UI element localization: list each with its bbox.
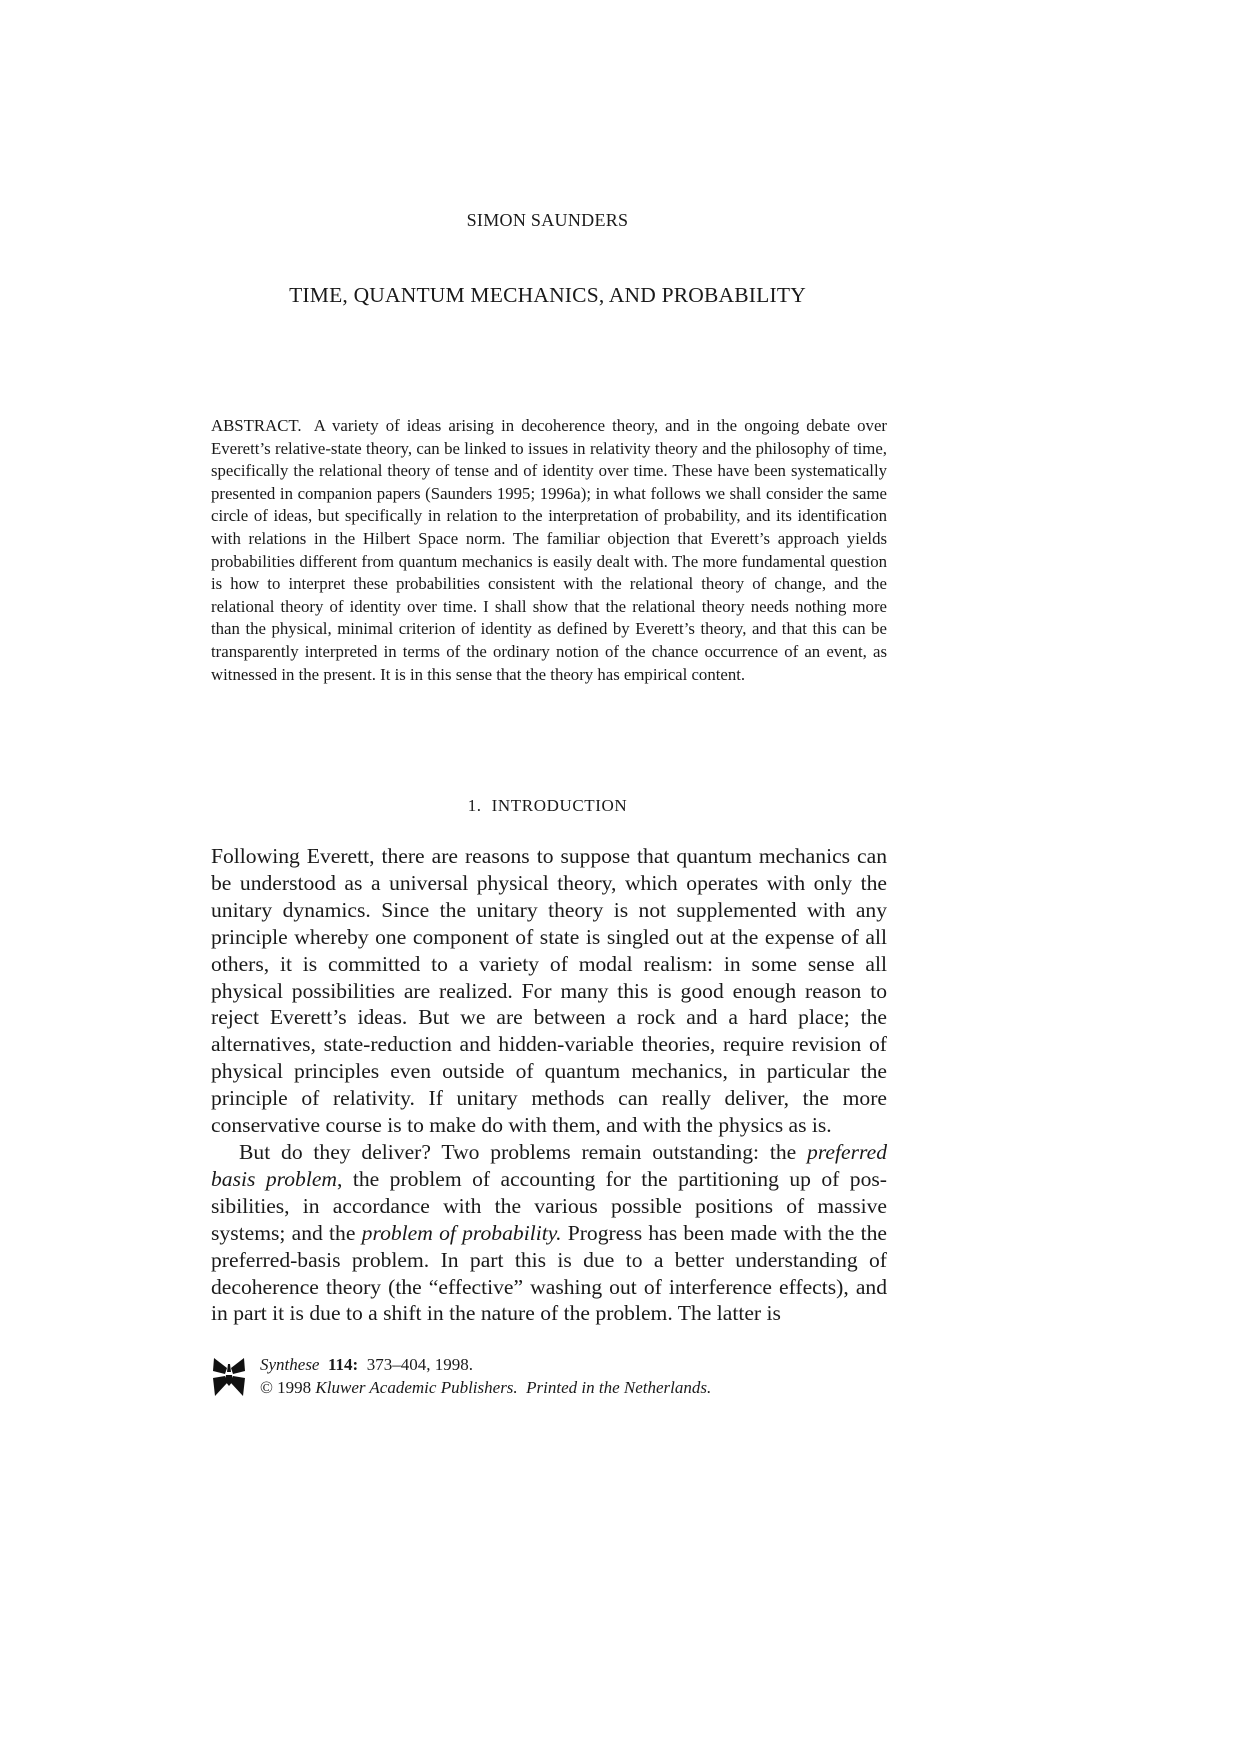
paragraph-2 — [211, 1139, 887, 1327]
author-name: SIMON SAUNDERS — [466, 210, 629, 230]
abstract-text: A variety of ideas arising in decoherence theory, and in the ongoing debate over Everett’s relative-state theory, can be linked to issues in relativity theory and the philosophy of time, specifically the relational theory of tense and of identity over time. These have been systematically presented in companion papers (Saunders 1995; 1996a); in what follows we shall consider the same circle of ideas, but specifically in relation to the interpretation of probability, and its identification with relations in the Hilbert Space norm. The familiar objection that Everett’s approach yields probabilities different from quantum mechanics is easily dealt with. The more fundamental question is how to interpret these probabilities consistent with the relational theory of change, and the relational theory of identity over time. I shall show that the relational theory needs nothing more than the physical, minimal criterion of identity as defined by Everett’s theory, and that this can be transparently interpreted in terms of the ordinary notion of the chance occurrence of an event, as witnessed in the present. It is in this sense that the theory has empirical content. — [211, 416, 887, 684]
abstract — [211, 415, 887, 686]
publisher-logo-icon — [211, 1356, 247, 1398]
paragraph-2-text-a: But do they deliver? Two problems remain outstanding: the — [239, 1139, 808, 1164]
journal-name: Synthese — [260, 1355, 320, 1374]
journal-pages: 373–404, 1998. — [366, 1355, 473, 1374]
copyright-line — [260, 1377, 711, 1400]
section-title: INTRODUCTION — [491, 796, 628, 815]
journal-line — [260, 1354, 711, 1377]
body-text — [211, 843, 887, 1327]
paper-title: TIME, QUANTUM MECHANICS, AND PROBABILITY — [289, 283, 806, 307]
printed-location: Printed in the Netherlands. — [526, 1377, 712, 1397]
emphasis-preferred-basis: preferred basis problem — [211, 1139, 887, 1191]
section-number: 1. — [467, 796, 482, 815]
copyright-year: © 1998 — [260, 1377, 312, 1397]
publisher-name: Kluwer Academic Publishers. — [315, 1377, 518, 1397]
section-heading — [0, 796, 1095, 816]
paragraph-2-text-b: , the problem of accounting for the partitioning up of possibilities, in accordance with the various possible positions of massive systems; and the — [211, 1166, 887, 1245]
paragraph-1: Following Everett, there are reasons to suppose that quantum mechanics can be understood as a universal physical theory, which operates with only the unitary dynamics. Since the unitary theory is not supplemented with any principle whereby one component of state is singled out at the expense of all others, it is committed to a variety of modal realism: in some sense all physical possibilities are realized. For many this is good enough reason to reject Everett’s ideas. But we are between a rock and a hard place; the alternatives, state-reduction and hidden-variable theories, require revision of physical principles even outside of quantum mechanics, in particular the principle of relativity. If unitary methods can really deliver, the more conservative course is to make do with them, and with the physics as is. — [211, 844, 887, 1138]
abstract-label: ABSTRACT. — [211, 416, 302, 435]
paragraph-2-text-c: Progress has been made with the the preferred-basis problem. In part this is due to a better understanding of decoherence theory (the “effective” washing out of interference effects), and in part it is due to a shift in the nature of the problem. The latter is — [211, 1220, 887, 1326]
journal-volume: 114: — [327, 1355, 359, 1374]
publication-footer — [211, 1354, 911, 1400]
footer-citation — [260, 1354, 711, 1399]
emphasis-problem-of-probability: problem of probability. — [361, 1220, 562, 1245]
